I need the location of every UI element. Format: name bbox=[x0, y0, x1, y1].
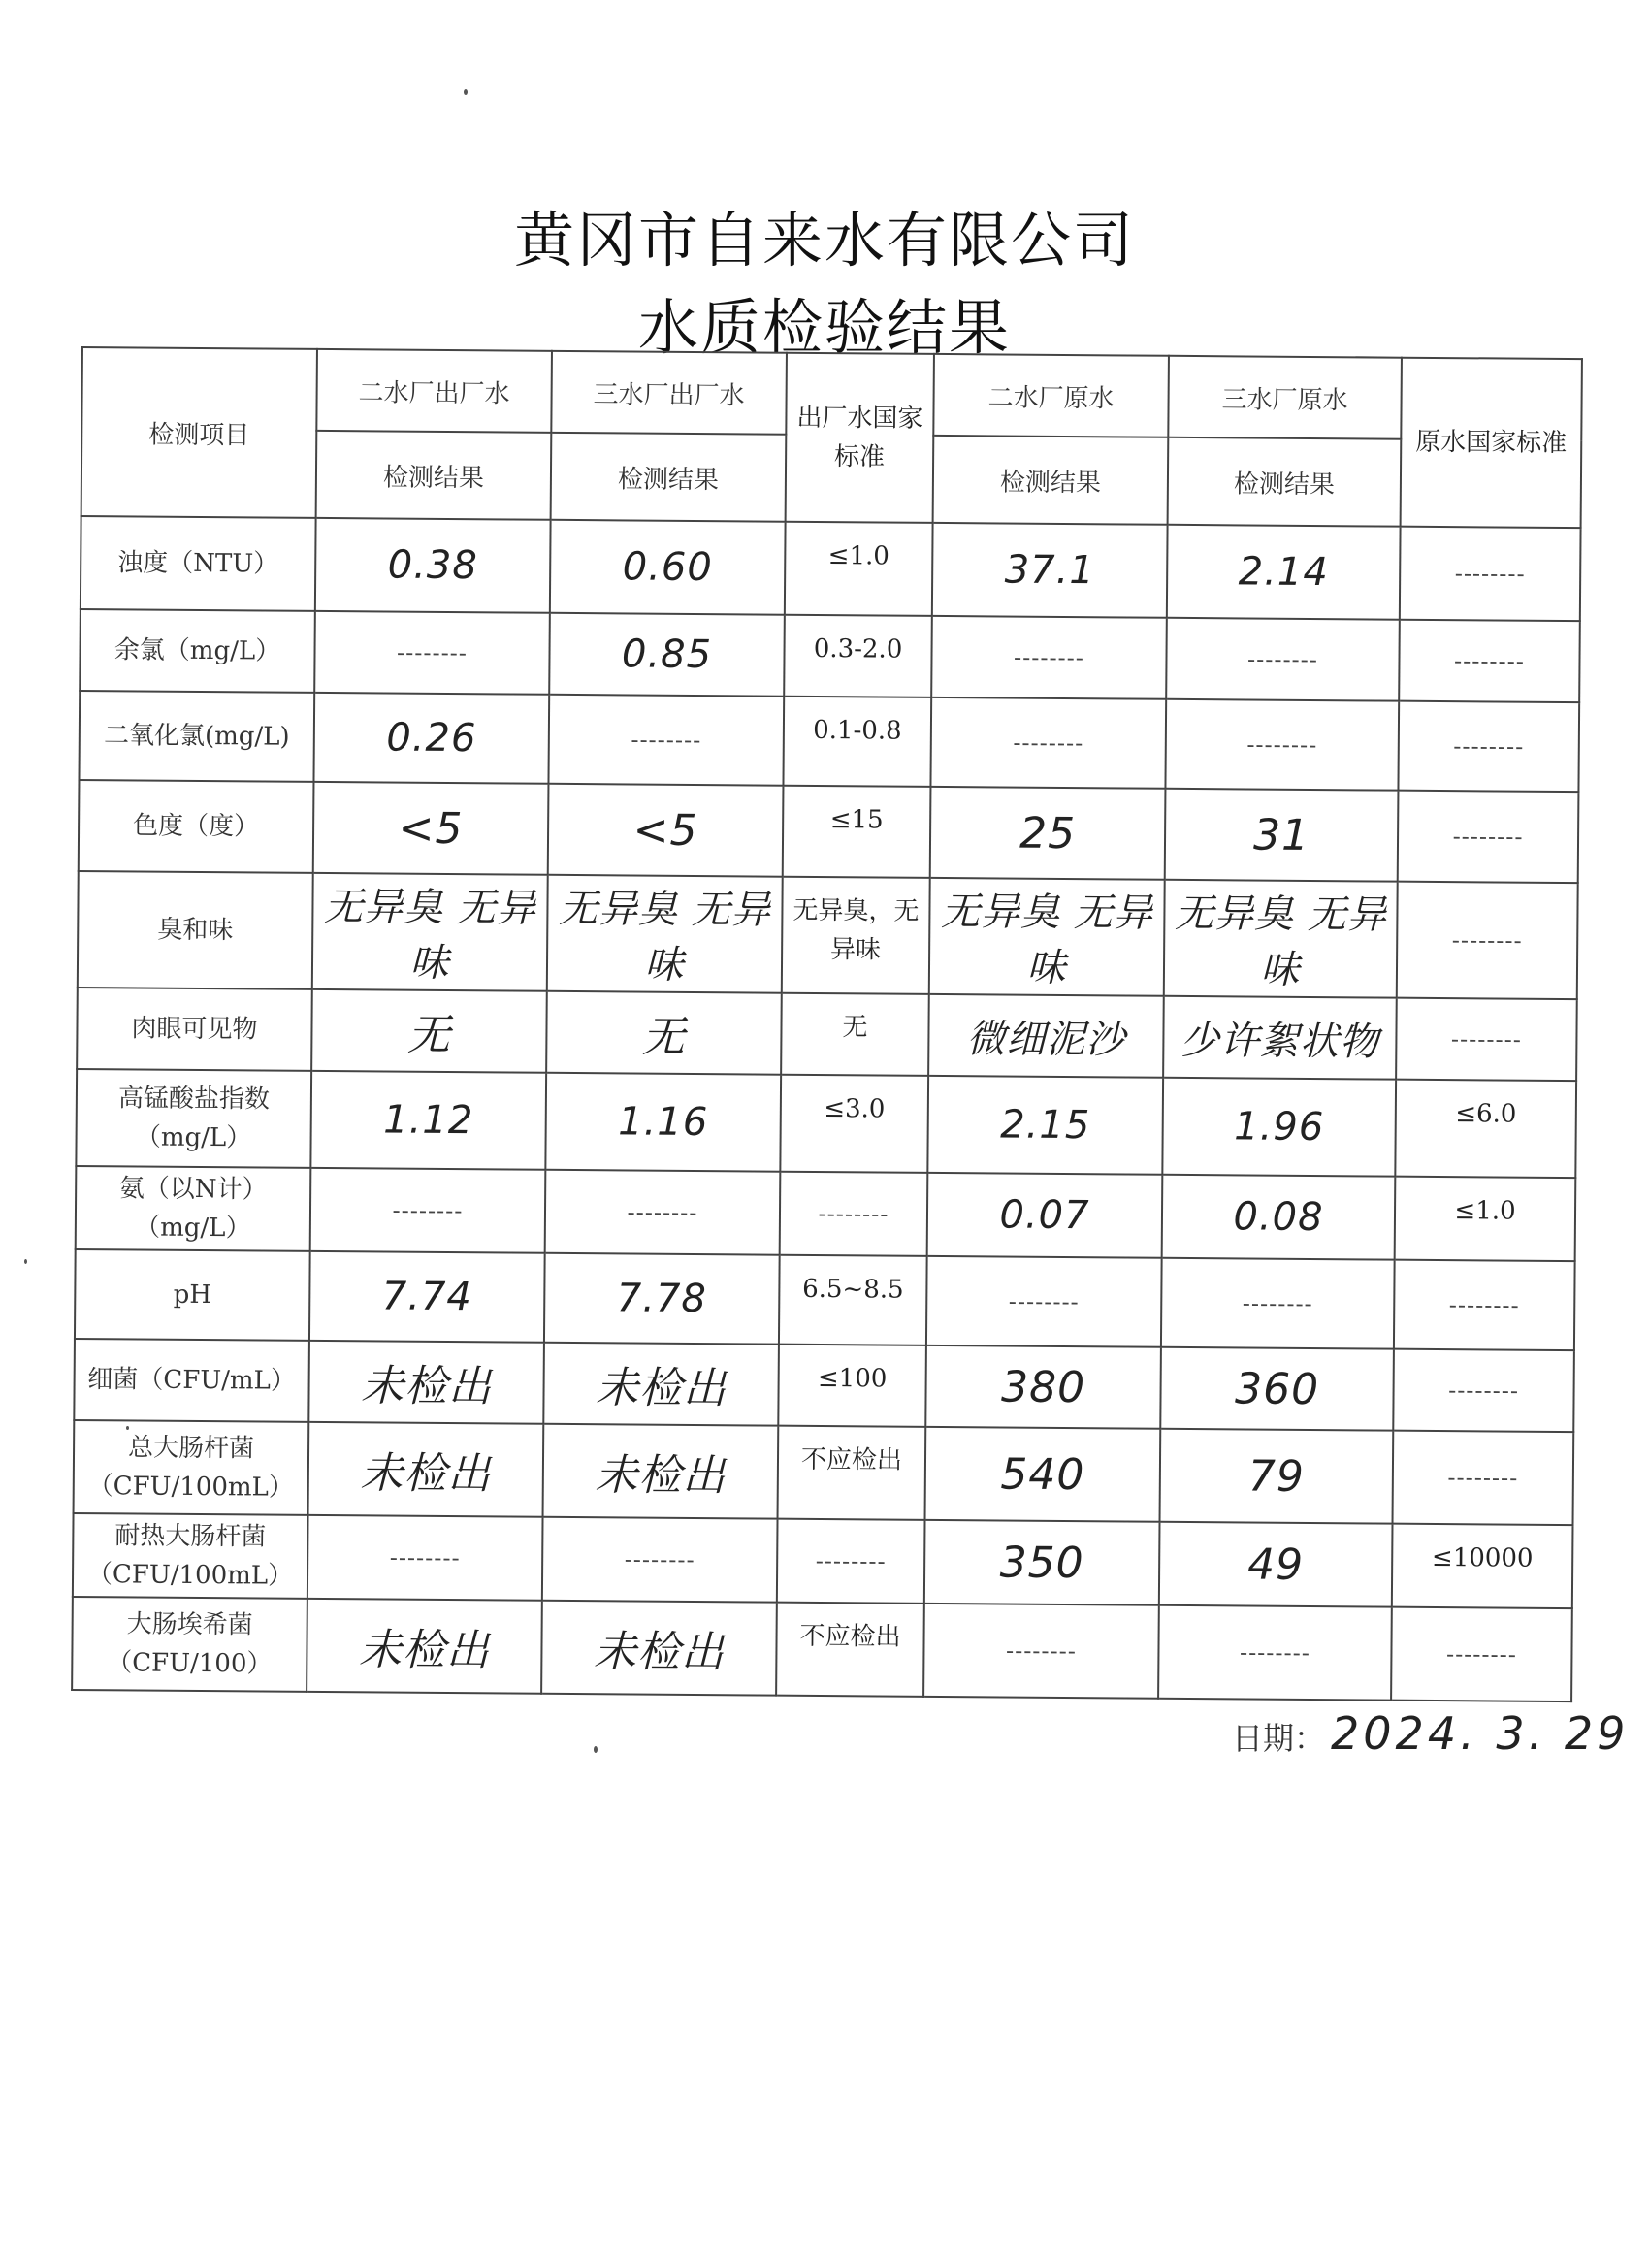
raw-std-value: -------- bbox=[1400, 527, 1581, 621]
plant3-raw-value: 360 bbox=[1160, 1347, 1394, 1431]
plant3-out-value: 未检出 bbox=[543, 1343, 779, 1426]
out-std-value: 无异臭，无异味 bbox=[782, 877, 930, 994]
header-plant2-raw: 二水厂原水 bbox=[933, 354, 1169, 437]
raw-std-value: ≤10000 bbox=[1392, 1524, 1573, 1608]
row-item-label: 色度（度） bbox=[79, 780, 314, 873]
table-row bbox=[74, 1420, 1574, 1525]
plant2-out-value: -------- bbox=[307, 1515, 543, 1601]
raw-std-value: -------- bbox=[1398, 701, 1579, 792]
header-result: 检测结果 bbox=[551, 433, 787, 522]
plant3-out-value: 0.60 bbox=[550, 520, 786, 615]
plant2-raw-value: -------- bbox=[931, 616, 1167, 699]
plant3-out-value: 无 bbox=[546, 991, 782, 1075]
plant2-out-value: <5 bbox=[313, 782, 549, 875]
table-row bbox=[79, 691, 1579, 792]
plant2-out-value: -------- bbox=[314, 611, 550, 695]
table-row bbox=[76, 1166, 1576, 1261]
plant3-out-value: 0.85 bbox=[549, 613, 785, 697]
row-item-label: 肉眼可见物 bbox=[77, 988, 312, 1071]
plant3-raw-value: 31 bbox=[1165, 789, 1399, 882]
header-plant3-raw: 三水厂原水 bbox=[1168, 356, 1402, 439]
plant3-out-value: 7.78 bbox=[544, 1253, 780, 1345]
plant2-out-value: 0.26 bbox=[313, 693, 549, 784]
row-item-label: 总大肠杆菌（CFU/100mL） bbox=[74, 1420, 309, 1515]
row-item-label: 二氧化氯(mg/L) bbox=[79, 691, 314, 782]
plant3-raw-value: -------- bbox=[1165, 699, 1399, 791]
out-std-value: 0.1-0.8 bbox=[783, 697, 931, 787]
date-label: 日期： bbox=[1232, 1720, 1326, 1757]
table-row bbox=[79, 780, 1579, 883]
plant2-raw-value: 380 bbox=[925, 1345, 1161, 1429]
header-result: 检测结果 bbox=[933, 436, 1169, 525]
table-row bbox=[80, 609, 1580, 702]
raw-std-value: -------- bbox=[1393, 1349, 1574, 1432]
table-row bbox=[77, 988, 1577, 1081]
row-item-label: 细菌（CFU/mL） bbox=[74, 1339, 309, 1422]
plant2-raw-value: -------- bbox=[926, 1256, 1162, 1347]
raw-std-value: -------- bbox=[1398, 791, 1579, 883]
header-result: 检测结果 bbox=[316, 431, 552, 520]
out-std-value: ≤15 bbox=[783, 786, 931, 878]
out-std-value: -------- bbox=[777, 1519, 925, 1604]
scan-speck bbox=[464, 89, 468, 95]
row-item-label: 高锰酸盐指数（mg/L） bbox=[76, 1069, 311, 1168]
plant3-raw-value: -------- bbox=[1158, 1605, 1392, 1701]
out-std-value: ≤3.0 bbox=[780, 1075, 928, 1173]
out-std-value: 不应检出 bbox=[776, 1603, 924, 1697]
plant3-raw-value: 2.14 bbox=[1167, 525, 1401, 620]
report-subtitle: 水质检验结果 bbox=[637, 292, 1011, 363]
out-std-value: ≤1.0 bbox=[785, 522, 933, 616]
header-out-std: 出厂水国家标准 bbox=[786, 353, 934, 523]
date-value: 2024. 3. 29 bbox=[1331, 1707, 1630, 1760]
raw-std-value: ≤1.0 bbox=[1395, 1177, 1576, 1261]
raw-std-value: -------- bbox=[1397, 882, 1578, 999]
plant2-out-value: -------- bbox=[310, 1168, 546, 1253]
row-item-label: 浊度（NTU） bbox=[81, 516, 316, 611]
header-item: 检测项目 bbox=[81, 347, 317, 518]
row-item-label: pH bbox=[75, 1249, 310, 1341]
plant3-raw-value: 1.96 bbox=[1162, 1078, 1396, 1177]
raw-std-value: -------- bbox=[1399, 620, 1580, 702]
out-std-value: 无 bbox=[781, 993, 929, 1076]
plant2-raw-value: 无异臭 无异味 bbox=[929, 878, 1165, 996]
plant3-out-value: 未检出 bbox=[543, 1424, 779, 1519]
plant2-raw-value: -------- bbox=[923, 1604, 1159, 1699]
table-row bbox=[72, 1597, 1572, 1701]
header-result: 检测结果 bbox=[1168, 437, 1402, 527]
plant2-raw-value: 25 bbox=[930, 787, 1166, 880]
plant2-raw-value: 350 bbox=[924, 1520, 1160, 1605]
row-item-label: 氨（以N计）（mg/L） bbox=[76, 1166, 311, 1251]
table-row bbox=[73, 1513, 1573, 1608]
out-std-value: 6.5~8.5 bbox=[779, 1255, 927, 1345]
plant3-raw-value: 49 bbox=[1159, 1522, 1393, 1607]
table-row bbox=[75, 1249, 1575, 1350]
raw-std-value: -------- bbox=[1391, 1607, 1572, 1701]
plant3-raw-value: 79 bbox=[1160, 1429, 1394, 1524]
table-row bbox=[81, 516, 1581, 621]
table-row bbox=[76, 1069, 1576, 1178]
header-plant3-out: 三水厂出厂水 bbox=[551, 351, 787, 435]
company-title: 黄冈市自来水有限公司 bbox=[513, 205, 1135, 275]
plant2-out-value: 7.74 bbox=[309, 1251, 545, 1343]
plant2-raw-value: 微细泥沙 bbox=[928, 994, 1164, 1078]
report-date bbox=[1232, 1707, 1629, 1760]
plant2-out-value: 未检出 bbox=[307, 1599, 542, 1694]
plant3-out-value: -------- bbox=[542, 1517, 778, 1603]
plant3-raw-value: 无异臭 无异味 bbox=[1164, 880, 1398, 998]
row-item-label: 余氯（mg/L） bbox=[80, 609, 315, 693]
scan-speck bbox=[594, 1746, 598, 1753]
plant3-out-value: 无异臭 无异味 bbox=[547, 875, 783, 993]
plant2-out-value: 0.38 bbox=[315, 518, 551, 613]
table-row bbox=[74, 1339, 1574, 1432]
plant3-raw-value: -------- bbox=[1161, 1258, 1395, 1349]
header-plant2-out: 二水厂出厂水 bbox=[316, 349, 552, 433]
row-item-label: 臭和味 bbox=[78, 871, 313, 989]
out-std-value: ≤100 bbox=[778, 1345, 926, 1427]
plant2-raw-value: -------- bbox=[930, 697, 1166, 789]
plant3-out-value: -------- bbox=[548, 695, 784, 786]
plant3-out-value: -------- bbox=[545, 1170, 781, 1255]
plant3-raw-value: 少许絮状物 bbox=[1163, 996, 1397, 1080]
row-item-label: 大肠埃希菌（CFU/100） bbox=[72, 1597, 307, 1692]
plant2-out-value: 未检出 bbox=[308, 1341, 544, 1424]
plant3-out-value: 1.16 bbox=[545, 1073, 781, 1172]
out-std-value: 不应检出 bbox=[778, 1426, 926, 1520]
scan-speck bbox=[24, 1259, 27, 1264]
plant2-out-value: 无异臭 无异味 bbox=[312, 873, 548, 991]
plant2-out-value: 1.12 bbox=[310, 1071, 546, 1170]
plant3-raw-value: -------- bbox=[1166, 618, 1400, 701]
plant3-out-value: 未检出 bbox=[541, 1601, 777, 1696]
header-raw-std: 原水国家标准 bbox=[1401, 358, 1582, 528]
table-row bbox=[78, 871, 1578, 999]
raw-std-value: -------- bbox=[1396, 998, 1577, 1081]
plant3-raw-value: 0.08 bbox=[1162, 1175, 1396, 1260]
out-std-value: -------- bbox=[780, 1172, 928, 1256]
raw-std-value: ≤6.0 bbox=[1395, 1080, 1576, 1178]
plant2-out-value: 无 bbox=[311, 989, 547, 1073]
plant3-out-value: <5 bbox=[548, 784, 784, 877]
scan-speck bbox=[126, 1426, 129, 1430]
plant2-out-value: 未检出 bbox=[308, 1422, 544, 1517]
plant2-raw-value: 2.15 bbox=[927, 1076, 1163, 1175]
water-quality-table bbox=[71, 346, 1583, 1702]
plant2-raw-value: 0.07 bbox=[927, 1173, 1163, 1258]
raw-std-value: -------- bbox=[1394, 1260, 1575, 1350]
plant2-raw-value: 540 bbox=[925, 1427, 1161, 1522]
plant2-raw-value: 37.1 bbox=[932, 523, 1168, 618]
row-item-label: 耐热大肠杆菌（CFU/100mL） bbox=[73, 1513, 308, 1599]
raw-std-value: -------- bbox=[1393, 1431, 1574, 1525]
out-std-value: 0.3-2.0 bbox=[784, 615, 932, 697]
